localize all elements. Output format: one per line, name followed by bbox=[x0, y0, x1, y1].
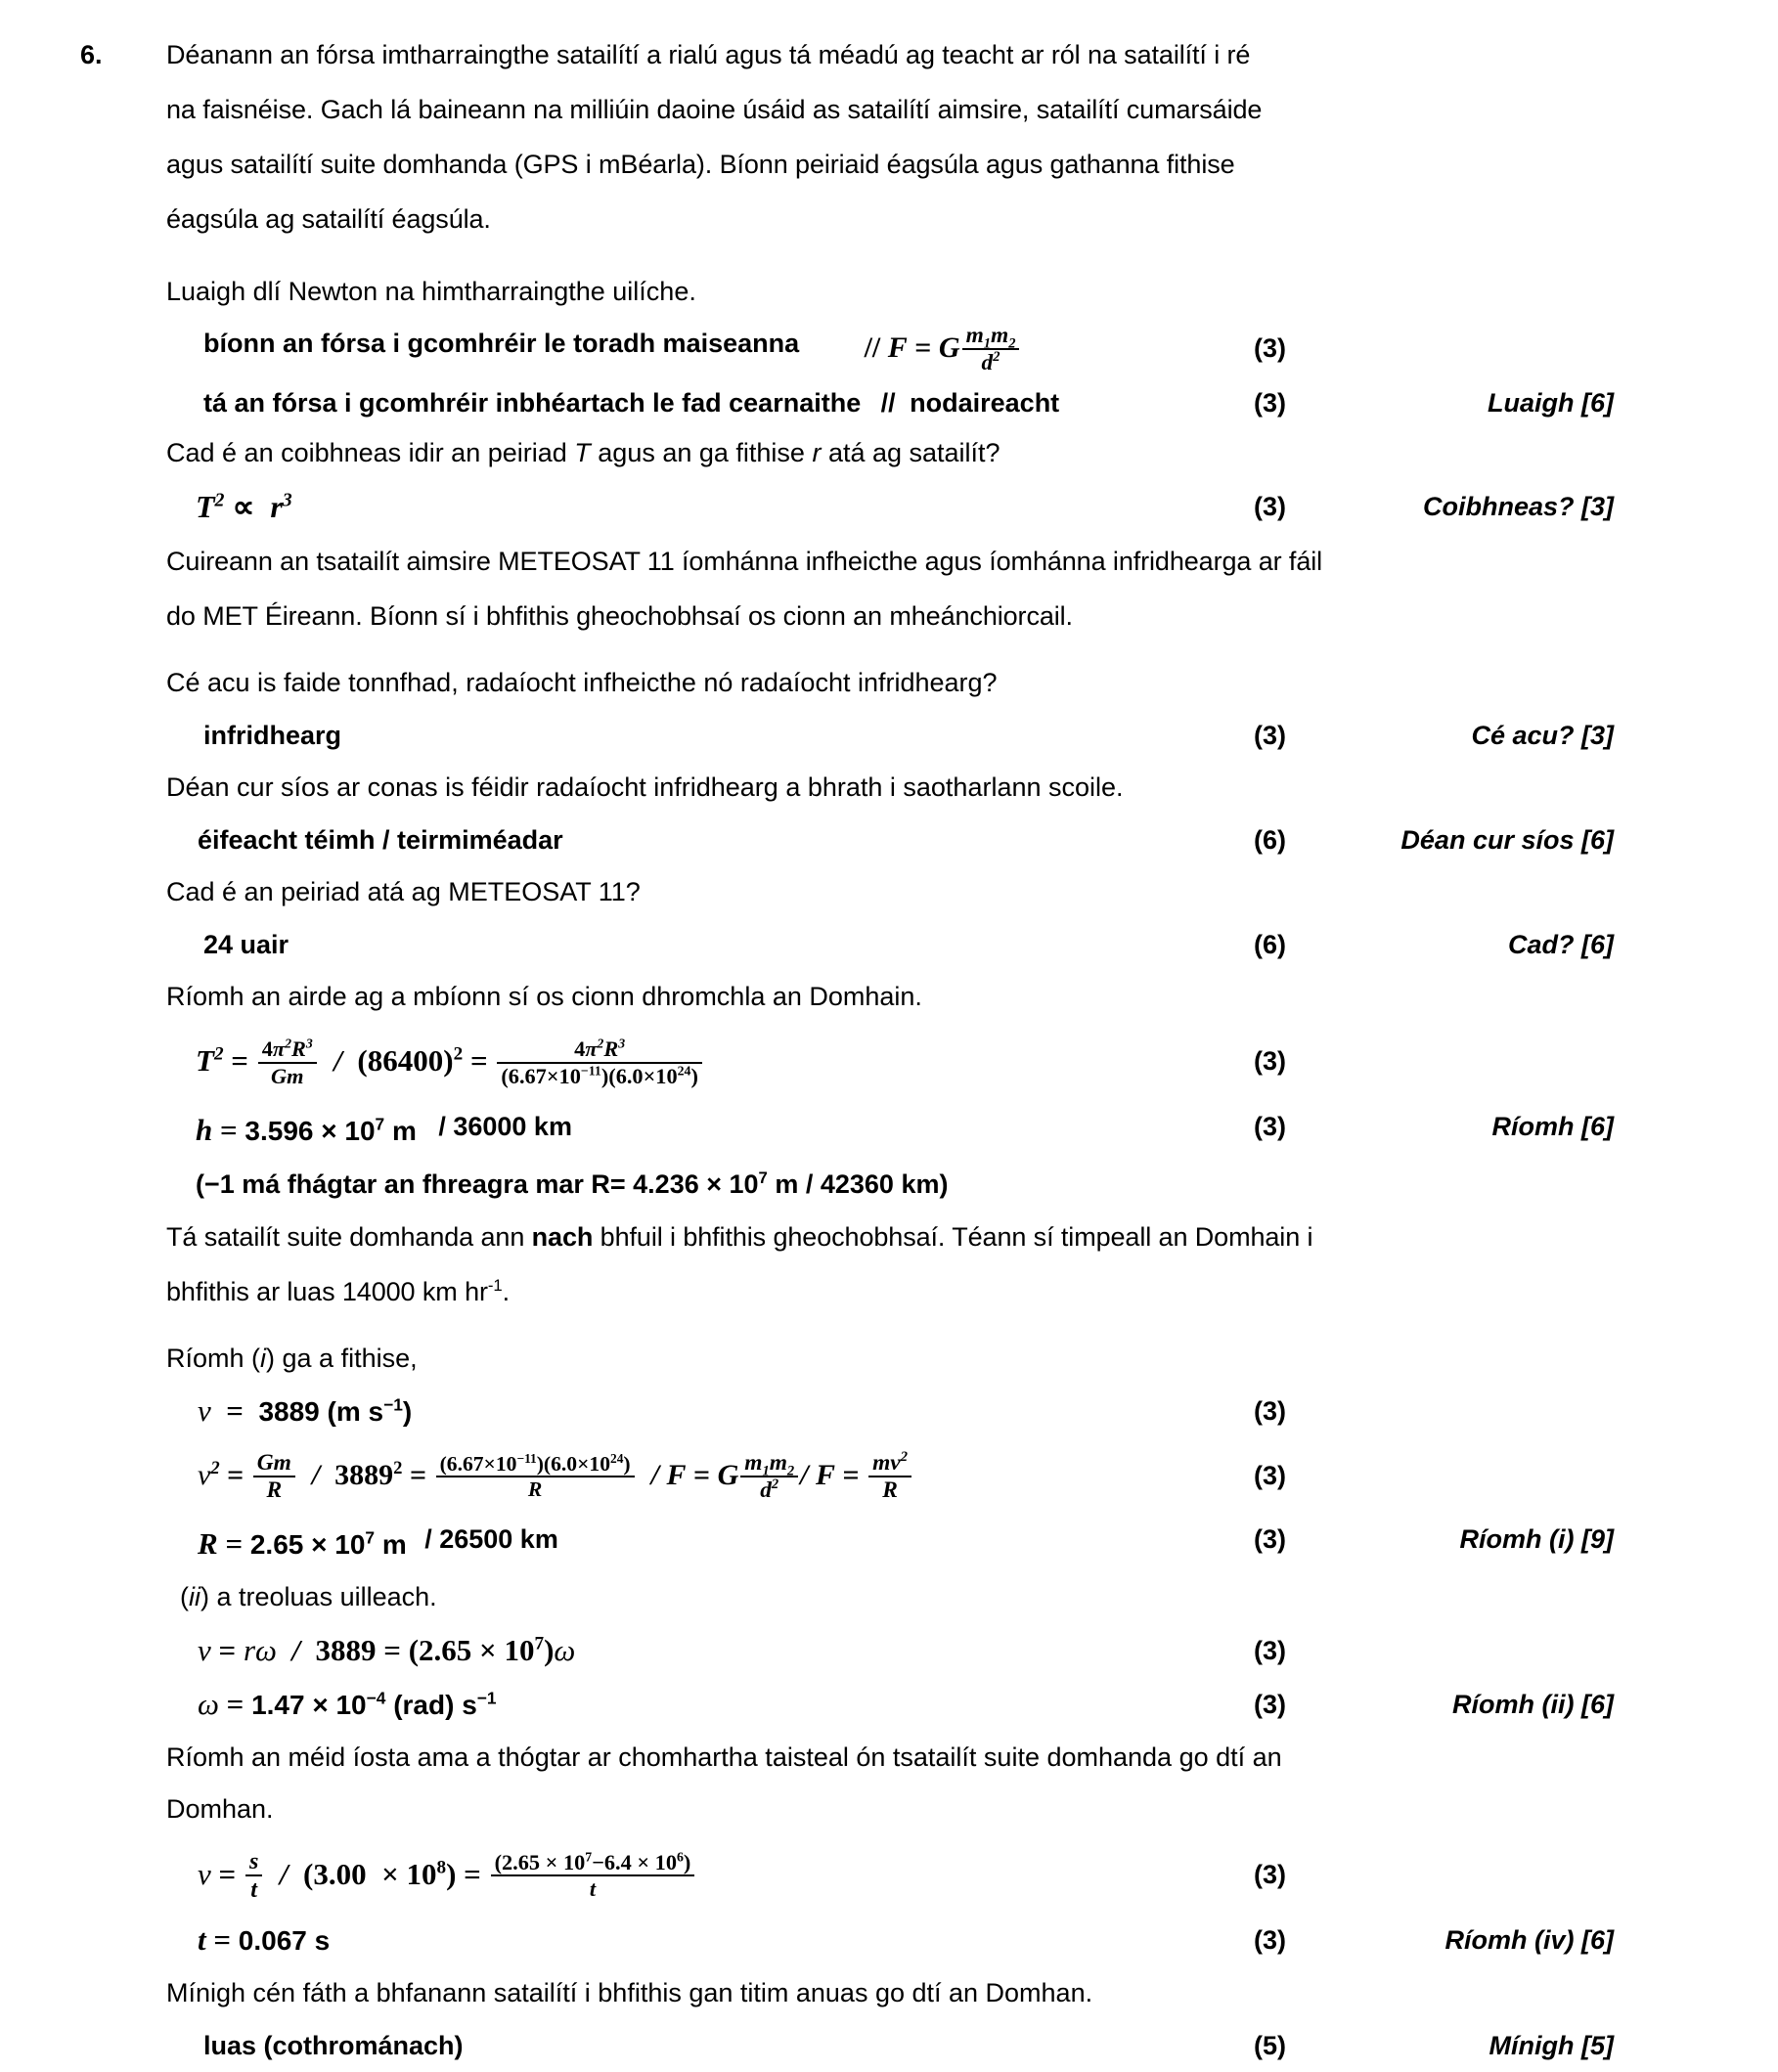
part7-line1-row bbox=[0, 1023, 1778, 1099]
part11-line2-marks: (3) bbox=[1254, 1924, 1286, 1955]
part7-note-tail: m / 42360 km) bbox=[767, 1169, 949, 1200]
part1-answer-a-text: bíonn an fórsa i gcomhréir le toradh maiseanna bbox=[203, 329, 800, 359]
part10-line2-marks: (3) bbox=[1254, 1689, 1286, 1719]
intro-line-2: na faisnéise. Gach lá baineann na milliúin daoine úsáid as satailítí aimsire, satailítí cumarsáide bbox=[166, 95, 1263, 124]
part10-prompt-post: ) a treoluas uilleach. bbox=[200, 1581, 437, 1611]
part1-prompt-row bbox=[0, 266, 1778, 318]
part6-marks: (6) bbox=[1254, 930, 1286, 959]
part12-answer-text: luas (cothrománach) bbox=[203, 2030, 464, 2060]
part10-formula-omega: $\omega = 1.47 \times 10^{-4}$ (rad) $s^{-1}$ bbox=[198, 1686, 497, 1721]
part7-line2-answer-km: / 36000 km bbox=[438, 1112, 572, 1141]
part12-right-label: Mínigh [5] bbox=[1489, 2030, 1614, 2060]
part10-roman-ii: ii bbox=[189, 1581, 200, 1611]
part2-prompt-mid: agus an ga fithise bbox=[590, 438, 813, 467]
intro-line-4: éagsúla ag satailítí éagsúla. bbox=[166, 204, 491, 234]
part9-prompt bbox=[166, 1333, 1614, 1385]
part8-line2-pre: bhfithis ar luas 14000 km hr bbox=[166, 1277, 488, 1307]
part10-prompt-pre: ( bbox=[180, 1581, 189, 1611]
part4-prompt-row bbox=[0, 657, 1778, 709]
part11-formula-t: t = 0.067 s bbox=[198, 1921, 331, 1957]
part10-line2-row bbox=[0, 1678, 1778, 1732]
part7-formula-kepler: $T^2$ = $\frac{4\pi^2R^3}{Gm}$ / $(86400)^2$ = $\frac{4\pi^2R^3}{(6.67\times 10^{-11})(6.0\times 10^{24})}$ bbox=[196, 1023, 704, 1099]
part9-right-label: Ríomh (i) [9] bbox=[1459, 1524, 1614, 1555]
part8-line2-exponent: -1 bbox=[487, 1276, 503, 1296]
question-number: 6. bbox=[80, 40, 103, 69]
part5-answer-text: éifeacht téimh / teirmiméadar bbox=[198, 825, 563, 855]
part6-right-label: Cad? [6] bbox=[1508, 930, 1614, 959]
part11-line1-row bbox=[0, 1835, 1778, 1914]
part7-line2-row bbox=[0, 1099, 1778, 1159]
part2-formula-t2-prop-r3: $T^2 \propto r^3$ bbox=[196, 489, 292, 524]
part11-prompt-block bbox=[0, 1732, 1778, 1835]
part12-answer-row bbox=[0, 2019, 1778, 2072]
part7-formula-h: $h = 3.596 \times 10^7$ m bbox=[196, 1113, 417, 1148]
part4-marks: (3) bbox=[1254, 721, 1286, 750]
dbl-slash-sep-1: // bbox=[864, 331, 881, 364]
part2-answer-row bbox=[0, 479, 1778, 534]
part3-line-1: Cuireann an tsatailít aimsire METEOSAT 11 íomhánna infheicthe agus íomhánna infridhearga ar fáil bbox=[166, 547, 1323, 576]
part10-formula-v-romega: $v = r\omega / 3889 = (2.65 \times 10^7)\omega$ bbox=[198, 1632, 576, 1667]
part9-line3-marks: (3) bbox=[1254, 1524, 1286, 1555]
part6-prompt: Cad é an peiriad atá ag METEOSAT 11? bbox=[166, 877, 641, 906]
intro-line-1: Déanann an fórsa imtharraingthe satailítí a rialú agus tá méadú ag teacht ar ról na satailítí i ré bbox=[166, 40, 1251, 69]
part9-line1-marks: (3) bbox=[1254, 1396, 1286, 1427]
part2-prompt bbox=[166, 427, 1614, 479]
part2-prompt-post: atá ag satailít? bbox=[821, 438, 1000, 467]
part7-prompt: Ríomh an airde ag a mbíonn sí os cionn dhromchla an Domhain. bbox=[166, 982, 922, 1011]
part10-prompt-row bbox=[0, 1571, 1778, 1623]
part9-formula-v2: $v^2$ = $\frac{Gm}{R}$ / $3889^2$ = $\frac{(6.67\times 10^{-11})(6.0\times 10^{24})}{R}$ / F = G $\frac{m_1m_2}{d^2}$ / F = $\frac{mv^2}{R}$ bbox=[198, 1438, 913, 1513]
part9-formula-R: $R = 2.65 \times 10^7$ m bbox=[198, 1525, 407, 1561]
part8-line1-pre: Tá satailít suite domhanda ann bbox=[166, 1222, 532, 1253]
part2-var-T: T bbox=[574, 438, 591, 467]
part7-note-head: (−1 má fhágtar an fhreagra mar R= 4.236 × 10 bbox=[196, 1169, 759, 1200]
part4-right-label: Cé acu? [3] bbox=[1471, 721, 1614, 750]
part6-answer-text: 24 uair bbox=[203, 930, 289, 959]
part11-prompt-line-2: Domhan. bbox=[166, 1793, 274, 1824]
part7-right-label: Ríomh [6] bbox=[1491, 1112, 1614, 1141]
part7-note-exponent: 7 bbox=[758, 1168, 768, 1188]
part9-prompt-post: ) ga a fithise, bbox=[266, 1344, 418, 1374]
part9-formula-v: v = 3889 (m $s^{-1}$) bbox=[198, 1393, 413, 1429]
part2-var-r: r bbox=[812, 438, 822, 467]
part6-answer-row bbox=[0, 918, 1778, 971]
part7-line1-marks: (3) bbox=[1254, 1046, 1286, 1076]
dbl-slash-sep-2: // bbox=[880, 388, 896, 418]
part8-line2-post: . bbox=[502, 1277, 510, 1307]
part9-line2-marks: (3) bbox=[1254, 1461, 1286, 1491]
part11-line2-row bbox=[0, 1914, 1778, 1967]
part10-line1-row bbox=[0, 1623, 1778, 1678]
part9-line2-row bbox=[0, 1438, 1778, 1513]
part2-prompt-row bbox=[0, 427, 1778, 479]
part4-answer-row bbox=[0, 709, 1778, 762]
part7-note-row bbox=[0, 1159, 1778, 1210]
part12-marks: (5) bbox=[1254, 2030, 1286, 2060]
part10-right-label: Ríomh (ii) [6] bbox=[1452, 1689, 1614, 1719]
part1-answer-b-marks: (3) bbox=[1254, 388, 1286, 418]
part9-line3-answer-km: / 26500 km bbox=[424, 1524, 558, 1555]
part6-prompt-row bbox=[0, 866, 1778, 918]
part2-marks: (3) bbox=[1254, 492, 1286, 521]
part2-prompt-pre: Cad é an coibhneas idir an peiriad bbox=[166, 438, 575, 467]
part5-marks: (6) bbox=[1254, 825, 1286, 855]
intro-line-3: agus satailítí suite domhanda (GPS i mBéarla). Bíonn peiriaid éagsúla agus gathanna fithise bbox=[166, 150, 1235, 179]
question-intro-block bbox=[0, 27, 1778, 246]
part1-answer-a-row bbox=[0, 318, 1778, 378]
part5-prompt-row bbox=[0, 762, 1778, 814]
part5-answer-row bbox=[0, 814, 1778, 866]
part8-emphasis-nach: nach bbox=[531, 1222, 594, 1253]
part3-line-2: do MET Éireann. Bíonn sí i bhfithis gheochobhsaí os cionn an mheánchiorcail. bbox=[166, 601, 1073, 631]
part9-line3-row bbox=[0, 1513, 1778, 1570]
part1-answer-b-formula: nodaireacht bbox=[910, 388, 1060, 418]
part1-prompt: Luaigh dlí Newton na himtharraingthe uilíche. bbox=[166, 277, 696, 306]
part1-answer-a-formula: // F = G $\frac{m_1m_2}{d^2}$ bbox=[865, 318, 1022, 378]
part9-prompt-row bbox=[0, 1333, 1778, 1385]
part11-right-label: Ríomh (iv) [6] bbox=[1445, 1924, 1614, 1955]
part1-answer-b-text: tá an fórsa i gcomhréir inbhéartach le fad cearnaithe bbox=[203, 388, 862, 418]
part2-right-label: Coibhneas? [3] bbox=[1422, 492, 1614, 521]
part9-line1-row bbox=[0, 1385, 1778, 1438]
part9-roman-i: i bbox=[260, 1344, 267, 1374]
part10-prompt bbox=[180, 1571, 1614, 1623]
part11-formula-v-s-t: v = $\frac{s}{t}$ / $(3.00 \times 10^8)$ = $\frac{(2.65 \times 10^7-6.4 \times 10^6)}{t}$ bbox=[198, 1835, 696, 1914]
part11-line1-marks: (3) bbox=[1254, 1859, 1286, 1889]
part7-prompt-row bbox=[0, 971, 1778, 1023]
part1-right-label: Luaigh [6] bbox=[1488, 388, 1614, 418]
part7-line2-marks: (3) bbox=[1254, 1112, 1286, 1141]
part11-prompt-line-1: Ríomh an méid íosta ama a thógtar ar chomhartha taisteal ón tsatailít suite domhanda go dtí an bbox=[166, 1741, 1282, 1772]
part8-line1-post: bhfuil i bhfithis gheochobhsaí. Téann sí timpeall an Domhain i bbox=[593, 1222, 1313, 1253]
part5-prompt: Déan cur síos ar conas is féidir radaíocht infridhearg a bhrath i saotharlann scoile. bbox=[166, 772, 1124, 802]
part5-right-label: Déan cur síos [6] bbox=[1400, 825, 1614, 855]
part12-prompt-row bbox=[0, 1967, 1778, 2019]
part4-answer-text: infridhearg bbox=[203, 721, 342, 750]
part1-answer-a-marks: (3) bbox=[1254, 333, 1286, 363]
part9-prompt-pre: Ríomh ( bbox=[166, 1344, 261, 1374]
part12-prompt: Mínigh cén fáth a bhfanann satailítí i bhfithis gan titim anuas go dtí an Domhan. bbox=[166, 1977, 1093, 2007]
part8-block bbox=[0, 1210, 1778, 1319]
part8-line-2 bbox=[166, 1264, 1614, 1319]
part3-block bbox=[0, 534, 1778, 643]
part1-answer-b-row bbox=[0, 378, 1778, 427]
part4-prompt: Cé acu is faide tonnfhad, radaíocht infheicthe nó radaíocht infridhearg? bbox=[166, 668, 998, 697]
part7-note bbox=[196, 1159, 948, 1210]
part10-line1-marks: (3) bbox=[1254, 1635, 1286, 1665]
part8-line-1 bbox=[166, 1210, 1614, 1264]
